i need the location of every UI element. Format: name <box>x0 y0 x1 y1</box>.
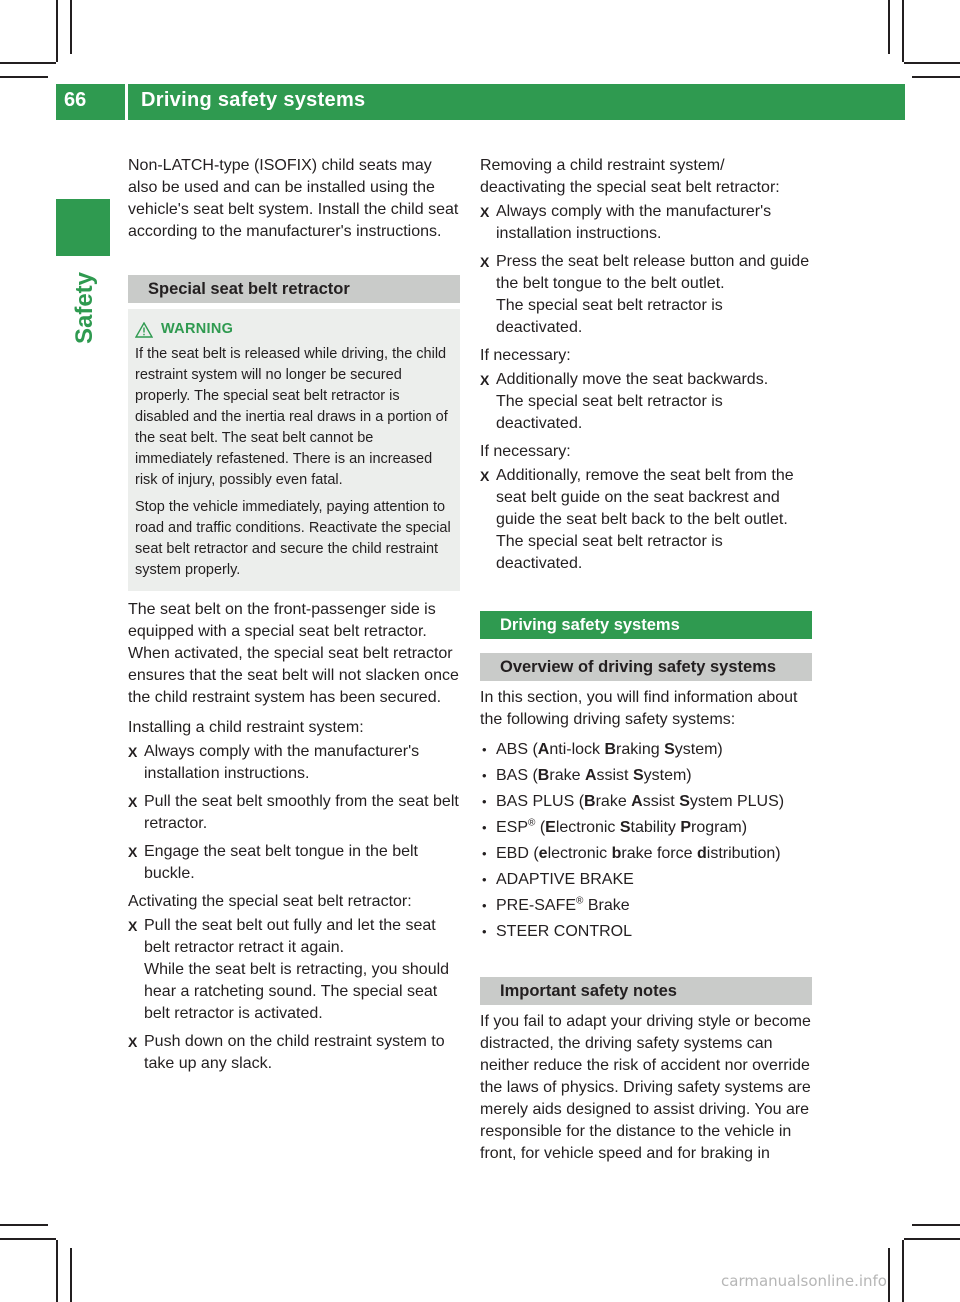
step-arrow-icon: X <box>128 794 138 810</box>
section-heading-driving-safety: Driving safety systems <box>480 611 812 639</box>
section-heading-overview: Overview of driving safety systems <box>480 653 812 681</box>
procedure-label: Removing a child restraint system/ deactivating the special seat belt retractor: <box>480 157 780 196</box>
systems-list <box>480 739 812 943</box>
list-item: • PRE-SAFE® Brake <box>480 895 812 917</box>
step-arrow-icon: X <box>128 1034 138 1050</box>
crop-mark <box>888 0 890 54</box>
left-column <box>128 155 460 1081</box>
step-arrow-icon: X <box>480 254 490 270</box>
section-heading-important: Important safety notes <box>480 977 812 1005</box>
list-item: • ADAPTIVE BRAKE <box>480 869 812 891</box>
step-text: Always comply with the manufacturer's installation instructions. <box>144 743 420 782</box>
step-arrow-icon: X <box>480 204 490 220</box>
overview-intro: In this section, you will find information about the following driving safety systems: <box>480 689 798 728</box>
step-result: The special seat belt retractor is deactivated. <box>496 533 723 572</box>
step-text: Push down on the child restraint system to take up any slack. <box>144 1033 445 1072</box>
warning-title: WARNING <box>161 321 234 337</box>
spacer <box>480 951 812 977</box>
crop-mark <box>904 62 960 64</box>
list-item: • BAS PLUS (Brake Assist System PLUS) <box>480 791 812 813</box>
step-item <box>128 915 460 1025</box>
spacer <box>128 251 460 275</box>
step-text: Engage the seat belt tongue in the belt buckle. <box>144 843 418 882</box>
step-text: Pull the seat belt out fully and let the seat belt retractor retract it again. <box>144 917 436 956</box>
step-text: Press the seat belt release button and guide the belt tongue to the belt outlet. <box>496 253 810 292</box>
list-item: • ESP® (Electronic Stability Program) <box>480 817 812 839</box>
side-tab-block <box>56 199 110 256</box>
list-item: • ABS (Anti-lock Braking System) <box>480 739 812 761</box>
crop-mark <box>902 1240 904 1302</box>
crop-mark <box>912 1224 960 1226</box>
step-arrow-icon: X <box>480 468 490 484</box>
step-item <box>128 841 460 885</box>
crop-mark <box>0 62 56 64</box>
warning-header <box>135 319 452 340</box>
page-number: 66 <box>64 89 87 111</box>
condition-label: If necessary: <box>480 347 571 364</box>
step-arrow-icon: X <box>128 844 138 860</box>
warning-text: If the seat belt is released while driving, the child restraint system will no longer be secured properly. The special seat belt retractor is disabled and the inertia real draws in a portion of the seat belt. The seat belt cannot be immediately refastened. There is an increased risk of injury, possibly even fatal. <box>135 346 448 488</box>
step-item <box>480 465 812 575</box>
step-arrow-icon: X <box>128 744 138 760</box>
crop-mark <box>902 0 904 62</box>
crop-mark <box>56 1240 58 1302</box>
step-item <box>128 791 460 835</box>
step-text: Pull the seat belt smoothly from the seat belt retractor. <box>144 793 459 832</box>
step-item <box>128 741 460 785</box>
side-tab-label: Safety <box>71 271 98 345</box>
procedure-label: Activating the special seat belt retractor: <box>128 893 412 910</box>
step-text: Always comply with the manufacturer's installation instructions. <box>496 203 772 242</box>
step-arrow-icon: X <box>128 918 138 934</box>
list-item: • BAS (Brake Assist System) <box>480 765 812 787</box>
list-item: • EBD (electronic brake force distribution) <box>480 843 812 865</box>
step-result: The special seat belt retractor is deactivated. <box>496 297 723 336</box>
crop-mark <box>0 1238 56 1240</box>
step-result: The special seat belt retractor is deactivated. <box>496 393 723 432</box>
crop-mark <box>904 1238 960 1240</box>
step-item <box>480 251 812 339</box>
crop-mark <box>70 0 72 54</box>
chapter-title: Driving safety systems <box>141 89 366 111</box>
watermark: carmanualsonline.info <box>721 1272 887 1290</box>
list-item: • STEER CONTROL <box>480 921 812 943</box>
step-item <box>128 1031 460 1075</box>
step-arrow-icon: X <box>480 372 490 388</box>
warning-triangle-icon <box>135 322 153 338</box>
step-text: Additionally move the seat backwards. <box>496 371 769 388</box>
step-text: Additionally, remove the seat belt from the seat belt guide on the seat backrest and guide the seat belt back to the belt outlet. <box>496 467 794 528</box>
intro-paragraph: Non-LATCH-type (ISOFIX) child seats may also be used and can be installed using the vehicle's seat belt system. Install the child seat according to the manufacturer's instructions. <box>128 157 459 240</box>
crop-mark <box>888 1248 890 1302</box>
crop-mark <box>0 1224 48 1226</box>
body-paragraph: The seat belt on the front-passenger side is equipped with a special seat belt retractor. When activated, the special seat belt retractor ensures that the seat belt will not slacken once the child restraint system has been secured. <box>128 601 459 706</box>
crop-mark <box>912 76 960 78</box>
header-separator <box>125 84 128 120</box>
crop-mark <box>70 1248 72 1302</box>
procedure-label: Installing a child restraint system: <box>128 719 364 736</box>
right-column <box>480 155 812 1173</box>
side-tab <box>56 258 114 358</box>
crop-mark <box>0 76 48 78</box>
warning-box <box>128 309 460 591</box>
section-heading-retractor: Special seat belt retractor <box>128 275 460 303</box>
step-result: While the seat belt is retracting, you should hear a ratcheting sound. The special seat belt retractor is activated. <box>144 961 450 1022</box>
important-paragraph: If you fail to adapt your driving style or become distracted, the driving safety systems can neither reduce the risk of accident nor override the laws of physics. Driving safety systems are merely aids designed to assist driving. You are responsible for the distance to the vehicle in front, for vehicle speed and for braking in <box>480 1013 811 1162</box>
crop-mark <box>56 0 58 62</box>
step-item <box>480 369 812 435</box>
warning-text: Stop the vehicle immediately, paying attention to road and traffic conditions. Reactivate the special seat belt retractor and secure the child restraint system properly. <box>135 499 451 578</box>
step-item <box>480 201 812 245</box>
spacer <box>480 581 812 611</box>
condition-label: If necessary: <box>480 443 571 460</box>
